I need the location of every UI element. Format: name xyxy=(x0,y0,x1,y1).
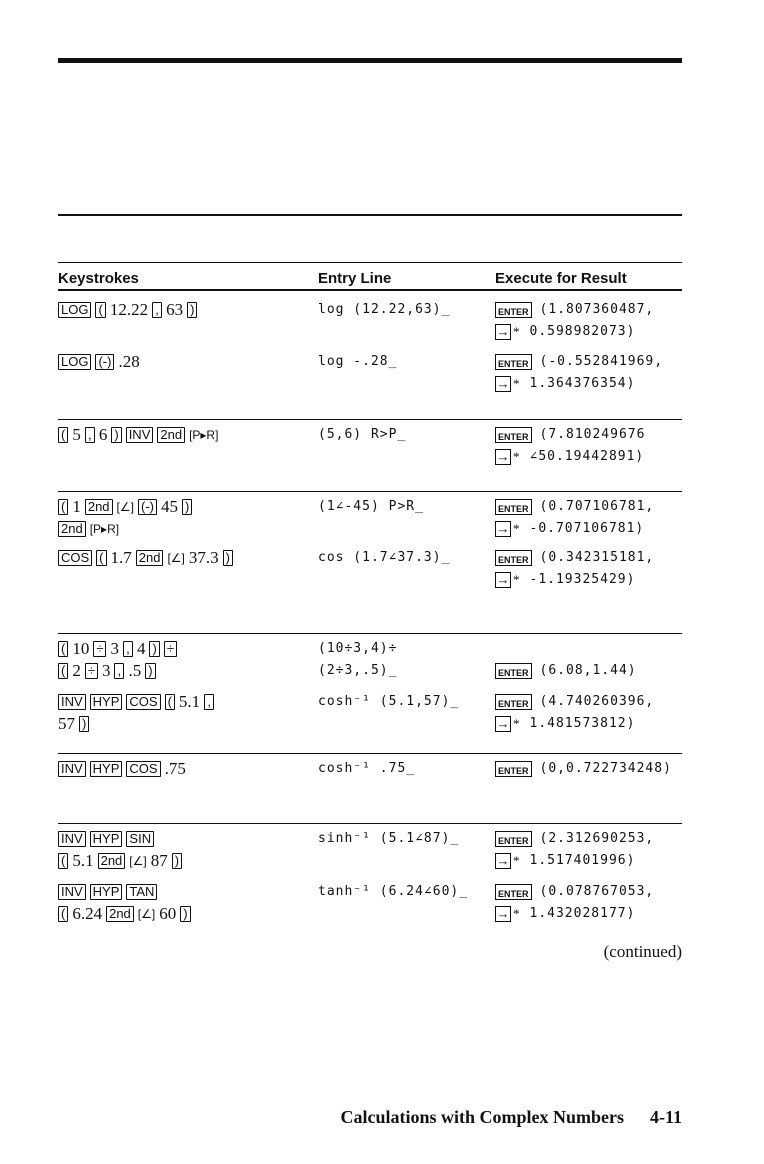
entry-line-cell xyxy=(318,758,498,780)
star-marker: * xyxy=(513,521,520,536)
result-value: (6.08,1.44) xyxy=(539,663,637,678)
keystroke-line xyxy=(58,496,298,518)
arrow-key-icon: → xyxy=(496,521,510,536)
calculator-key: HYP xyxy=(90,831,123,847)
result-cell xyxy=(495,496,685,540)
section-rule xyxy=(58,214,682,216)
table-row xyxy=(58,295,682,343)
arrow-key-icon: → xyxy=(496,572,510,587)
entry-line-cell xyxy=(318,299,498,321)
table-row xyxy=(58,633,682,682)
result-cell xyxy=(495,828,685,872)
result-line xyxy=(495,446,685,468)
keystroke-cell xyxy=(58,424,298,446)
keystroke-value: 37.3 xyxy=(188,548,219,567)
result-value: ∠50.19442891) xyxy=(529,449,645,464)
keystroke-line xyxy=(58,850,298,872)
calculator-key: , xyxy=(85,427,95,443)
continued-note: (continued) xyxy=(603,942,682,961)
result-line xyxy=(495,713,685,735)
enter-key-icon: ENTER xyxy=(495,694,532,710)
result-line xyxy=(495,321,685,343)
keystroke-cell xyxy=(58,638,298,682)
result-cell xyxy=(495,881,685,925)
calculator-key: , xyxy=(152,302,162,318)
result-value: (0,0.722734248) xyxy=(539,761,672,776)
calculator-key: COS xyxy=(58,550,92,566)
result-line xyxy=(495,496,685,518)
keystroke-line xyxy=(58,691,298,713)
result-line xyxy=(495,299,685,321)
result-line xyxy=(495,424,685,446)
keystroke-cell xyxy=(58,299,298,321)
keystroke-value: .28 xyxy=(118,352,140,371)
star-marker: * xyxy=(513,716,520,731)
calculator-key: ( xyxy=(58,906,68,922)
footer-page-number: 4-11 xyxy=(649,1107,682,1127)
calculator-key: COS xyxy=(126,761,160,777)
entry-line-text: (1∠-45) P>R_ xyxy=(318,499,424,514)
calculator-key: TAN xyxy=(126,884,157,900)
result-value: (-0.552841969, xyxy=(539,354,664,369)
keystroke-line xyxy=(58,713,298,735)
calculator-key: ( xyxy=(58,641,68,657)
result-line xyxy=(495,903,685,925)
result-cell xyxy=(495,660,685,682)
enter-key-icon: ENTER xyxy=(495,354,532,370)
entry-line-cell xyxy=(318,881,498,903)
enter-key-icon: ENTER xyxy=(495,663,532,679)
calculator-key: ÷ xyxy=(93,641,106,657)
result-cell xyxy=(495,547,685,591)
keystroke-value: 6 xyxy=(98,425,108,444)
arrow-key-icon: → xyxy=(496,906,510,921)
star-marker: * xyxy=(513,853,520,868)
calculator-key: ) xyxy=(145,663,155,679)
calculator-key: , xyxy=(204,694,214,710)
header-execute: Execute for Result xyxy=(495,270,627,287)
result-value: (0.078767053, xyxy=(539,884,655,899)
result-value: -0.707106781) xyxy=(529,521,645,536)
keystroke-line xyxy=(58,881,298,903)
header-entry-line: Entry Line xyxy=(318,270,392,287)
calculator-key: ) xyxy=(149,641,159,657)
keystroke-line xyxy=(58,547,298,569)
keystroke-line xyxy=(58,638,298,660)
keystroke-line xyxy=(58,758,298,780)
second-function-label: [∠] xyxy=(129,854,147,868)
calculator-key: INV xyxy=(126,427,154,443)
result-cell xyxy=(495,351,685,395)
keystroke-line xyxy=(58,424,298,446)
result-line xyxy=(495,569,685,591)
result-value: (1.807360487, xyxy=(539,302,655,317)
calculator-key: ( xyxy=(58,663,68,679)
result-value: (2.312690253, xyxy=(539,831,655,846)
enter-key-icon: ENTER xyxy=(495,427,532,443)
arrow-key-icon: → xyxy=(496,376,510,391)
calculator-key: ÷ xyxy=(85,663,98,679)
entry-line-text: tanh⁻¹ (6.24∠60)_ xyxy=(318,884,469,899)
entry-line-cell xyxy=(318,691,498,713)
entry-line-text: sinh⁻¹ (5.1∠87)_ xyxy=(318,831,460,846)
star-marker: * xyxy=(513,906,520,921)
keystroke-line xyxy=(58,828,298,850)
keystroke-value: 45 xyxy=(160,497,178,516)
entry-line-cell xyxy=(318,496,498,518)
calculator-key: ( xyxy=(165,694,175,710)
result-line xyxy=(495,691,685,713)
calculator-key: ( xyxy=(58,427,68,443)
keystroke-cell xyxy=(58,351,298,373)
keystroke-value: .75 xyxy=(164,759,186,778)
top-thick-rule xyxy=(58,58,682,63)
entry-line-text: cosh⁻¹ .75_ xyxy=(318,761,416,776)
entry-line-cell xyxy=(318,424,498,446)
table-row xyxy=(58,753,682,794)
calculator-key: 2nd xyxy=(136,550,164,566)
result-line xyxy=(495,660,685,682)
keystroke-value: 5 xyxy=(72,425,81,444)
entry-line-text: cos (1.7∠37.3)_ xyxy=(318,550,451,565)
calculator-key: ) xyxy=(182,499,192,515)
second-function-label: [∠] xyxy=(137,907,156,921)
result-value: (7.810249676 xyxy=(539,427,646,442)
entry-line-text: log (12.22,63)_ xyxy=(318,302,451,317)
calculator-key: ) xyxy=(172,853,182,869)
keystroke-cell xyxy=(58,828,298,872)
keystroke-line xyxy=(58,299,298,321)
keystroke-cell xyxy=(58,758,298,780)
page-footer xyxy=(340,1107,682,1128)
keystroke-value: 12.22 xyxy=(109,300,149,319)
arrow-key-icon: → xyxy=(496,324,510,339)
calculator-key: 2nd xyxy=(106,906,134,922)
keystroke-value: 5.1 xyxy=(178,692,201,711)
result-line xyxy=(495,373,685,395)
result-cell xyxy=(495,424,685,468)
arrow-key-icon: → xyxy=(496,853,510,868)
calculator-key: 2nd xyxy=(98,853,126,869)
calculator-key: ÷ xyxy=(164,641,177,657)
keystroke-cell xyxy=(58,691,298,735)
keystroke-value: 60 xyxy=(159,904,177,923)
result-line xyxy=(495,850,685,872)
star-marker: * xyxy=(513,572,520,587)
keystroke-line xyxy=(58,660,298,682)
keystroke-line xyxy=(58,351,298,373)
result-cell xyxy=(495,691,685,735)
keystroke-table xyxy=(58,262,682,931)
enter-key-icon: ENTER xyxy=(495,761,532,777)
table-row xyxy=(58,543,682,591)
enter-key-icon: ENTER xyxy=(495,550,532,566)
keystroke-value: 4 xyxy=(136,639,146,658)
calculator-key: 2nd xyxy=(58,521,86,537)
calculator-key: , xyxy=(123,641,133,657)
entry-line-cell xyxy=(318,638,498,682)
keystroke-value: 3 xyxy=(101,661,111,680)
keystroke-value: 1 xyxy=(72,497,81,516)
star-marker: * xyxy=(513,449,520,464)
table-row xyxy=(58,347,682,395)
second-function-label: [∠] xyxy=(167,551,185,565)
keystroke-value: 87 xyxy=(150,851,168,870)
entry-line-text: log -.28_ xyxy=(318,354,398,369)
entry-line-cell xyxy=(318,351,498,373)
arrow-key-icon: → xyxy=(496,449,510,464)
calculator-key: ( xyxy=(96,550,106,566)
calculator-key: INV xyxy=(58,694,86,710)
table-row xyxy=(58,877,682,925)
result-value: (0.342315181, xyxy=(539,550,655,565)
result-value: 1.364376354) xyxy=(529,376,636,391)
enter-key-icon: ENTER xyxy=(495,831,532,847)
calculator-key: HYP xyxy=(90,761,123,777)
enter-key-icon: ENTER xyxy=(495,884,532,900)
result-value: (4.740260396, xyxy=(539,694,655,709)
arrow-key-icon: → xyxy=(496,716,510,731)
keystroke-cell xyxy=(58,496,298,540)
calculator-key: ) xyxy=(79,716,89,732)
entry-line-text: (10÷3,4)÷ xyxy=(318,641,398,656)
keystroke-value: 6.24 xyxy=(72,904,103,923)
second-function-label: [∠] xyxy=(116,500,134,514)
keystroke-value: 1.7 xyxy=(110,548,132,567)
header-keystrokes: Keystrokes xyxy=(58,270,139,287)
table-header xyxy=(58,262,682,291)
calculator-key: HYP xyxy=(90,694,123,710)
calculator-key: 2nd xyxy=(85,499,113,515)
result-value: 1.481573812) xyxy=(529,716,636,731)
result-line xyxy=(495,518,685,540)
entry-line-cell xyxy=(318,547,498,569)
result-cell xyxy=(495,299,685,343)
keystroke-cell xyxy=(58,881,298,925)
calculator-key: ( xyxy=(58,499,68,515)
calculator-key: LOG xyxy=(58,302,91,318)
entry-line-cell xyxy=(318,828,498,850)
result-value: 1.517401996) xyxy=(529,853,636,868)
table-row xyxy=(58,491,682,536)
enter-key-icon: ENTER xyxy=(495,302,532,318)
table-body xyxy=(58,291,682,931)
calculator-key: SIN xyxy=(126,831,154,847)
result-line xyxy=(495,758,685,780)
calculator-key: ) xyxy=(111,427,121,443)
entry-line-text: cosh⁻¹ (5.1,57)_ xyxy=(318,694,460,709)
star-marker: * xyxy=(513,376,520,391)
result-line xyxy=(495,547,685,569)
calculator-key: INV xyxy=(58,831,86,847)
calculator-key: ( xyxy=(58,853,68,869)
keystroke-cell xyxy=(58,547,298,569)
footer-title: Calculations with Complex Numbers xyxy=(340,1107,624,1127)
star-marker: * xyxy=(513,324,520,339)
second-function-label: [P▸R] xyxy=(89,522,120,536)
table-row xyxy=(58,823,682,872)
second-function-label: [P▸R] xyxy=(189,428,219,442)
keystroke-line xyxy=(58,903,298,925)
calculator-key: ) xyxy=(180,906,190,922)
result-line xyxy=(495,881,685,903)
result-line xyxy=(495,351,685,373)
result-value: 0.598982073) xyxy=(529,324,636,339)
calculator-key: ( xyxy=(95,302,105,318)
calculator-key: (-) xyxy=(95,354,114,370)
result-cell xyxy=(495,758,685,780)
keystroke-value: 5.1 xyxy=(72,851,94,870)
calculator-key: 2nd xyxy=(157,427,185,443)
result-value: (0.707106781, xyxy=(539,499,655,514)
calculator-key: COS xyxy=(126,694,160,710)
calculator-key: , xyxy=(114,663,124,679)
calculator-key: LOG xyxy=(58,354,91,370)
result-value: 1.432028177) xyxy=(529,906,636,921)
entry-line-text: (5,6) R>P_ xyxy=(318,427,407,442)
entry-line-text: (2÷3,.5)_ xyxy=(318,663,398,678)
keystroke-value: 10 xyxy=(72,639,90,658)
result-line xyxy=(495,828,685,850)
keystroke-value: 3 xyxy=(110,639,119,658)
keystroke-value: 57 xyxy=(58,714,75,733)
keystroke-value: 63 xyxy=(166,300,184,319)
keystroke-value: .5 xyxy=(128,661,142,680)
table-row xyxy=(58,687,682,735)
enter-key-icon: ENTER xyxy=(495,499,532,515)
result-value: -1.19325429) xyxy=(529,572,636,587)
keystroke-line xyxy=(58,518,298,540)
keystroke-value: 2 xyxy=(72,661,81,680)
calculator-key: INV xyxy=(58,884,86,900)
calculator-key: (-) xyxy=(138,499,157,515)
calculator-key: INV xyxy=(58,761,86,777)
table-row xyxy=(58,419,682,468)
calculator-key: HYP xyxy=(90,884,123,900)
calculator-key: ) xyxy=(223,550,233,566)
calculator-key: ) xyxy=(187,302,197,318)
